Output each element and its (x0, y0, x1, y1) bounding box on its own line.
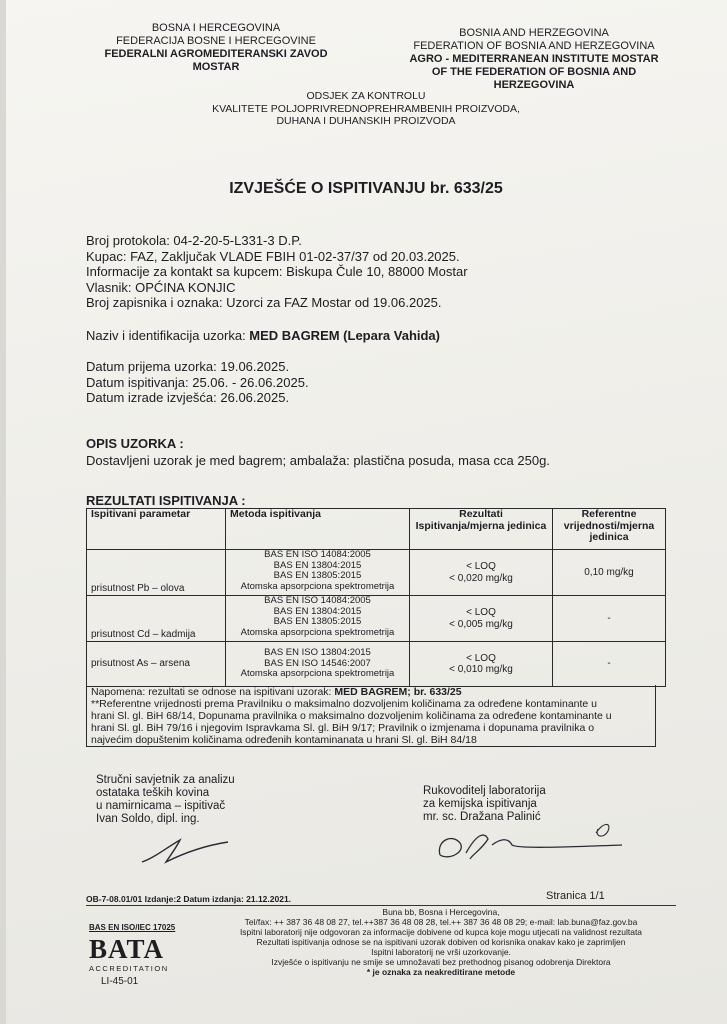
note-prefix: Napomena: rezultati se odnose na ispitivani uzorak: (91, 686, 335, 698)
method-line: BAS EN ISO 14084:2005 (264, 549, 371, 560)
cell-reference: 0,10 mg/kg (553, 550, 666, 596)
form-code: OB-7-08.01/01 Izdanje:2 Datum izdanja: 21.12.2021. (86, 894, 292, 904)
protocol-line: Vlasnik: OPĆINA KONJIC (86, 279, 236, 295)
accreditation-code: LI-45-01 (101, 976, 139, 987)
footer-line: Ispitni laboratorij nije odgovoran za informacije dobivene od kupca koje mogu utjecati na validnost rezultata (239, 927, 643, 937)
footer-line: Rezultati ispitivanja odnose se na ispitivani uzorak dobiven od korisnika onakav kako je zaprimljen (256, 937, 626, 947)
cell-parameter: prisutnost As – arsena (87, 642, 226, 687)
protocol-line: Broj zapisnika i oznaka: Uzorci za FAZ Mostar od 19.06.2025. (86, 295, 442, 310)
footer-note: * je oznaka za neakreditirane metode (366, 967, 516, 977)
note-line (91, 686, 651, 698)
header-right-line: AGRO - MEDITERRANEAN INSTITUTE MOSTAR (409, 53, 659, 65)
method-line: BAS EN 13805:2015 (273, 616, 362, 627)
cell-result (410, 550, 553, 596)
method-line: Atomska apsorpciona spektrometrija (240, 668, 395, 680)
note-line: najvećim dopuštenim količinama određenih kontaminanata u hrani Sl. gl. BiH 84/18 (91, 734, 477, 746)
department-line: ODSJEK ZA KONTROLU (306, 90, 426, 102)
header-right (394, 27, 674, 92)
header-right-line: HERZEGOVINA (493, 79, 575, 91)
header-left-line: BOSNA I HERCEGOVINA (151, 22, 281, 34)
protocol-line: Kupac: FAZ, Zaključak VLADE FBIH 01-02-37/37 od 20.03.2025. (86, 248, 460, 264)
cell-result (410, 642, 553, 687)
header-right-line: FEDERATION OF BOSNIA AND HERZEGOVINA (413, 40, 655, 52)
page-number: Stranica 1/1 (546, 890, 605, 902)
signature-left-line: ostataka teških kovina (96, 787, 210, 799)
result-line: < 0,005 mg/kg (449, 618, 513, 630)
result-line: < LOQ (466, 652, 496, 664)
cell-reference: - (553, 642, 666, 687)
method-line: BAS EN 13805:2015 (273, 570, 362, 581)
cell-method (226, 642, 410, 687)
accreditation-block (89, 923, 189, 987)
cell-method (226, 596, 410, 642)
note-sample: MED BAGREM; br. 633/25 (334, 686, 462, 698)
result-line: < LOQ (466, 561, 496, 572)
dates-block (86, 359, 309, 406)
date-line: Datum prijema uzorka: 19.06.2025. (86, 359, 290, 374)
cell-method (226, 550, 410, 596)
description-text: Dostavljeni uzorak je med bagrem; ambalaža: plastična posuda, masa cca 250g. (86, 453, 550, 468)
method-line: BAS EN ISO 13804:2015 (264, 647, 371, 659)
date-line: Datum izrade izvješća: 26.06.2025. (86, 390, 290, 405)
description-title: OPIS UZORKA : (86, 436, 184, 451)
footer-line: Tel/fax: ++ 387 36 48 08 27, tel.++387 36 48 08 28, tel.++ 387 36 48 08 29; e-mail: lab.buna@faz.gov.ba (244, 917, 638, 927)
footer-divider (86, 905, 676, 906)
table-header-row (87, 509, 666, 550)
signature-right-line: za kemijska ispitivanja (423, 798, 537, 810)
result-line: < 0,020 mg/kg (449, 572, 513, 584)
header-method: Metoda ispitivanja (226, 509, 410, 550)
accreditation-standard: BAS EN ISO/IEC 17025 (89, 923, 176, 932)
method-line: BAS EN ISO 14546:2007 (264, 657, 371, 669)
signature-right-scribble (426, 815, 626, 870)
department (176, 90, 556, 128)
header-parameter: Ispitivani parametar (87, 509, 226, 550)
header-left-line: MOSTAR (192, 61, 240, 73)
table-row (87, 596, 666, 642)
signature-right-line: mr. sc. Dražana Palinić (423, 811, 541, 823)
protocol-line: Informacije za kontakt sa kupcem: Biskupa Čule 10, 88000 Mostar (86, 264, 468, 279)
header-right-line: BOSNIA AND HERZEGOVINA (459, 27, 609, 39)
cell-parameter: prisutnost Pb – olova (87, 550, 226, 596)
header-right-line: OF THE FEDERATION OF BOSNIA AND (431, 66, 637, 78)
footer-line: Izvješće o ispitivanju ne smije se umnožavati bez prethodnog pisanog odobrenja Direktora (271, 957, 611, 967)
result-line: < LOQ (466, 607, 496, 618)
method-line: Atomska apsorpciona spektrometrija (240, 626, 395, 638)
method-line: Atomska apsorpciona spektrometrija (240, 580, 395, 592)
signature-left-line: Ivan Soldo, dipl. ing. (96, 813, 200, 825)
signature-left-scribble (136, 830, 246, 870)
signature-left-line: u namirnicama – ispitivač (96, 800, 226, 812)
date-line: Datum ispitivanja: 25.06. - 26.06.2025. (86, 374, 309, 390)
protocol-block (86, 233, 468, 311)
method-line: BAS EN ISO 14084:2005 (264, 595, 371, 606)
note-line: hrani Sl. gl. BiH 68/14, Dopunama pravilnika o maksimalno dozvoljenim količinama za određene kontaminante u (91, 710, 612, 722)
header-left-line: FEDERALNI AGROMEDITERANSKI ZAVOD (104, 48, 328, 60)
signature-left (96, 774, 235, 826)
signature-right-line: Rukovoditelj laboratorija (423, 785, 546, 797)
cell-reference: - (553, 596, 666, 642)
result-line: < 0,010 mg/kg (449, 664, 513, 675)
department-line: KVALITETE POLJOPRIVREDNOPREHRAMBENIH PROIZVODA, (212, 102, 520, 115)
note-line: hrani Sl. gl. BiH 79/16 i njegovim Ispravkama Sl. gl. BiH 9/17; Pravilnik o izmjenama i dopunama pravilnika o (91, 722, 595, 734)
report-title: IZVJEŠĆE O ISPITIVANJU br. 633/25 (229, 180, 503, 197)
report-page (6, 0, 727, 1024)
bata-logo: BATA (89, 934, 165, 964)
results-title: REZULTATI ISPITIVANJA : (86, 493, 246, 508)
signature-left-line: Stručni savjetnik za analizu (96, 774, 235, 786)
sample-label: Naziv i identifikacija uzorka: (86, 328, 250, 343)
header-result: Rezultati Ispitivanja/mjerna jedinica (410, 509, 553, 550)
sample-identification (86, 328, 440, 344)
bata-logo-sub: ACCREDITATION (89, 964, 169, 973)
cell-parameter: prisutnost Cd – kadmija (87, 596, 226, 642)
results-note (86, 685, 656, 747)
cell-result (410, 596, 553, 642)
results-table (86, 508, 666, 687)
header-left-line: FEDERACIJA BOSNE I HERCEGOVINE (116, 35, 316, 47)
table-row (87, 642, 666, 687)
table-row (87, 550, 666, 596)
sample-name: MED BAGREM (Lepara Vahida) (249, 328, 440, 343)
protocol-line: Broj protokola: 04-2-20-5-L331-3 D.P. (86, 233, 302, 248)
footer-line: Buna bb, Bosna i Hercegovina, (382, 907, 500, 917)
header-reference: Referentne vrijednosti/mjerna jedinica (553, 509, 666, 550)
footer-line: Ispitni laboratorij ne vrši uzorkovanje. (371, 947, 511, 957)
note-line: **Referentne vrijednosti prema Pravilniku o maksimalno dozvoljenim količinama za određene kontaminante u (91, 698, 598, 710)
method-line: BAS EN 13804:2015 (273, 605, 362, 617)
header-left (76, 22, 356, 74)
method-line: BAS EN 13804:2015 (273, 559, 362, 571)
footer-text (186, 907, 696, 977)
department-line: DUHANA I DUHANSKIH PROIZVODA (276, 115, 456, 127)
